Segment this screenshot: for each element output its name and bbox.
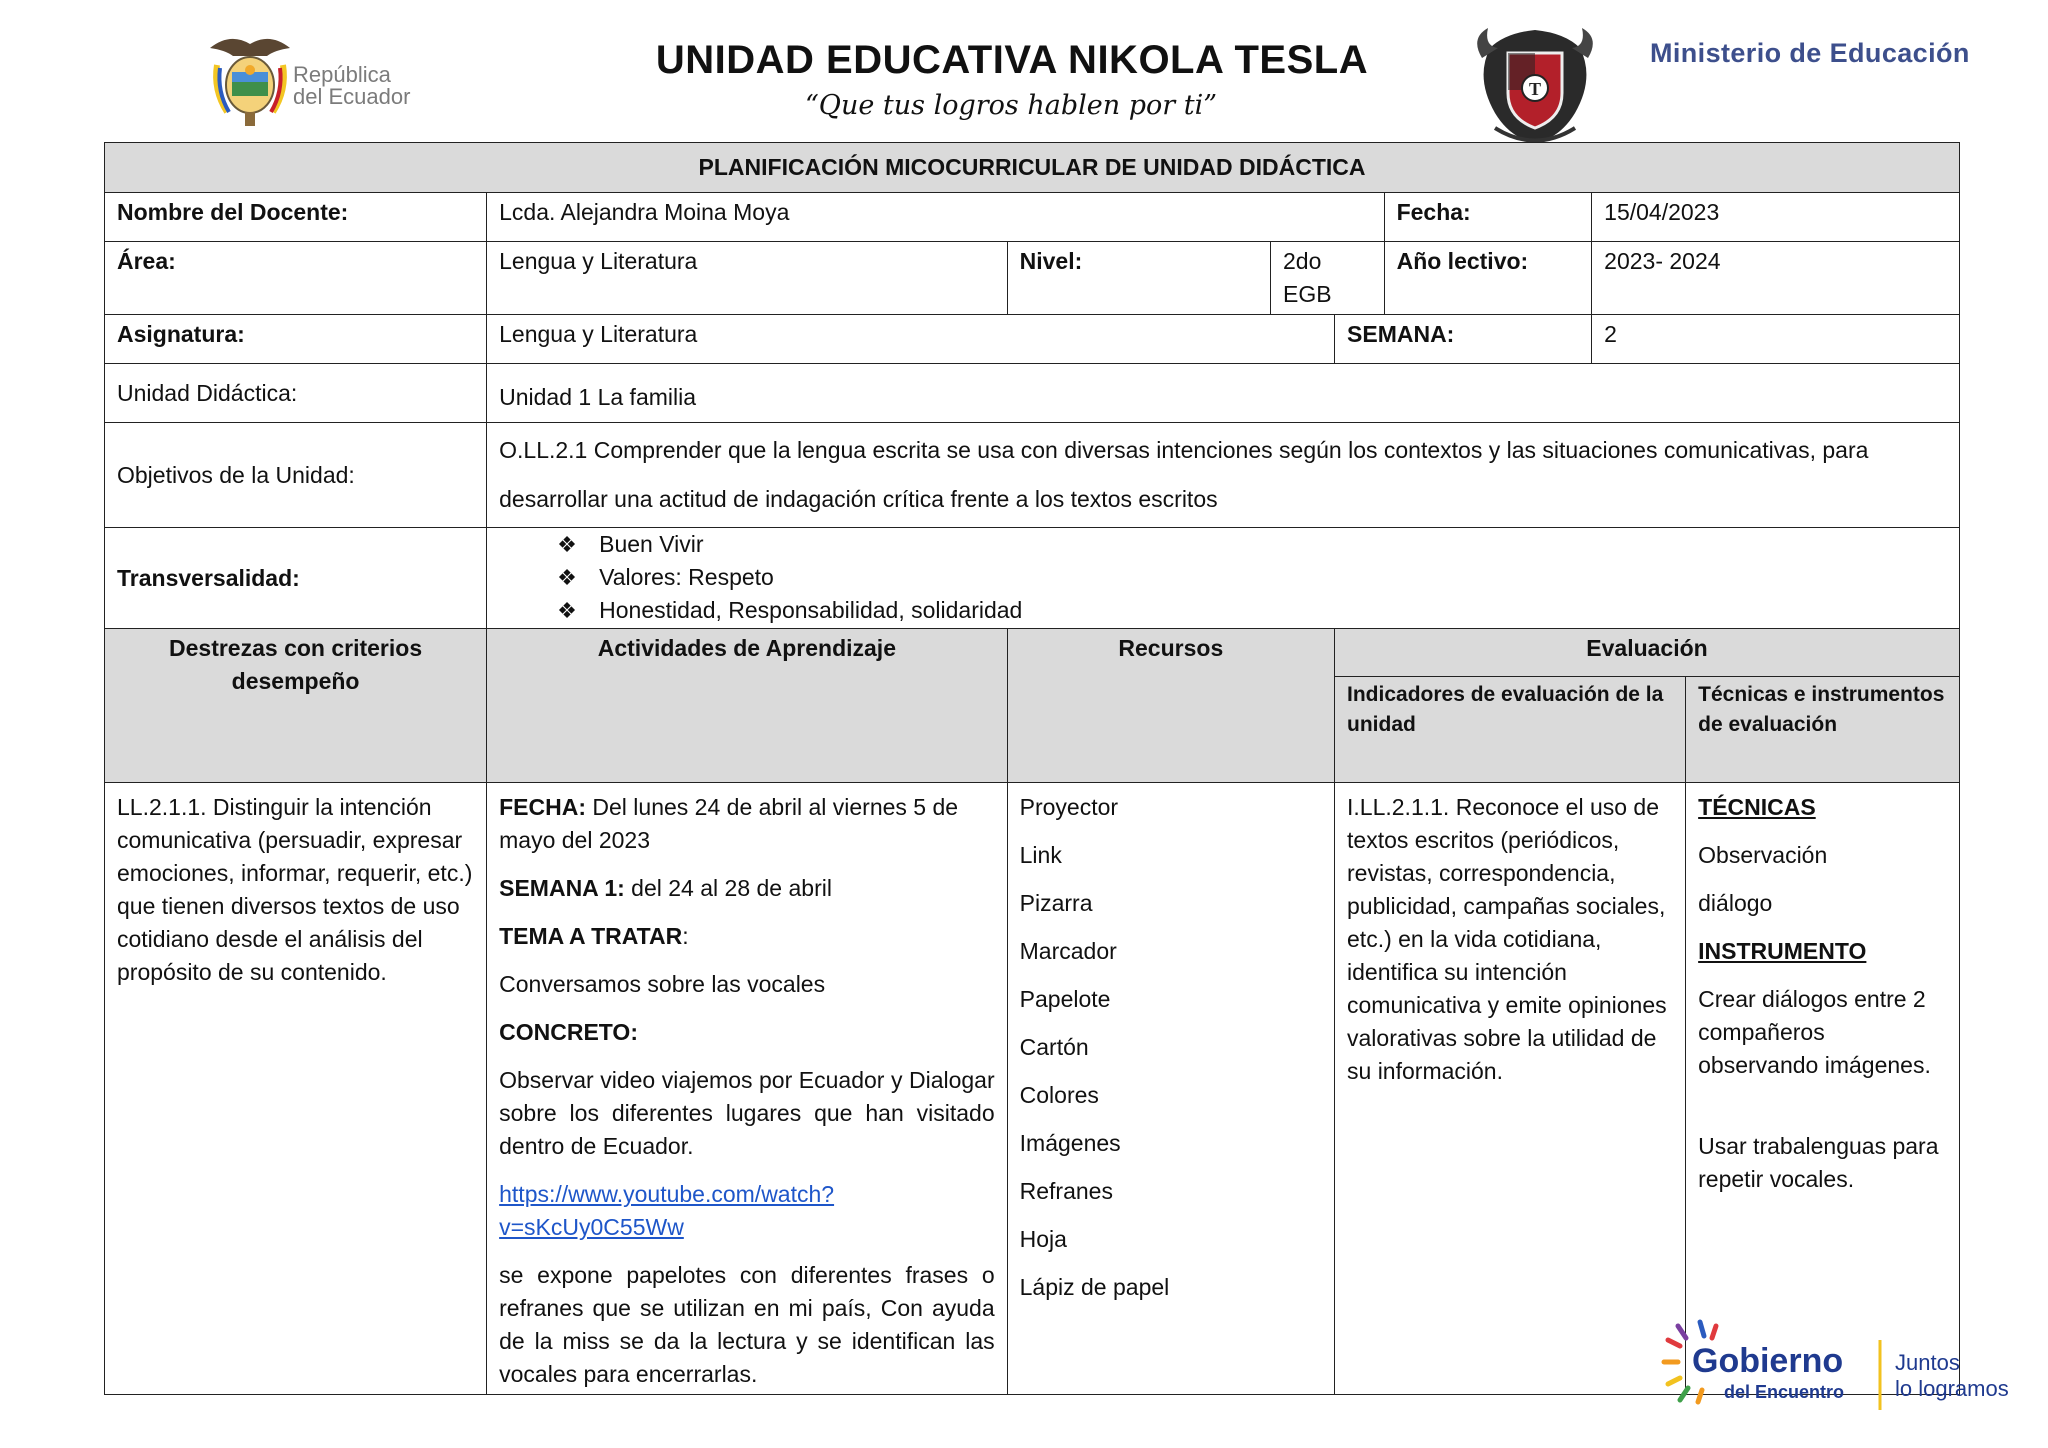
- ministry-name: Ministerio de Educación: [1650, 38, 1970, 68]
- list-item: Refranes: [1019, 1178, 1113, 1204]
- recursos-cell: [1007, 783, 1334, 1395]
- svg-text:lo logramos: lo logramos: [1895, 1376, 2009, 1401]
- col-recursos: Recursos: [1007, 629, 1334, 783]
- youtube-link[interactable]: https://www.youtube.com/watch?v=sKcUy0C55Ww: [499, 1181, 835, 1240]
- col-destrezas: Destrezas con criterios desempeño: [105, 629, 487, 783]
- docente-label: Nombre del Docente:: [105, 193, 487, 242]
- col-evaluacion: Evaluación: [1335, 629, 1960, 677]
- asignatura-label: Asignatura:: [105, 315, 487, 364]
- list-item: Pizarra: [1019, 890, 1093, 916]
- nivel-value: 2do EGB: [1270, 242, 1384, 315]
- school-crest-icon: [1470, 18, 1600, 148]
- list-item: Lápiz de papel: [1019, 1274, 1170, 1300]
- planning-table: [104, 142, 1960, 1395]
- col-tecnicas: Técnicas e instrumentos de evaluación: [1686, 677, 1960, 783]
- destreza-cell: LL.2.1.1. Distinguir la intención comunicativa (persuadir, expresar emociones, informar, requerir, etc.) que tienen diversos textos de uso cotidiano desde el análisis del propósito de su contenido.: [105, 783, 487, 1395]
- anio-value: 2023- 2024: [1592, 242, 1960, 315]
- semana-value: 2: [1592, 315, 1960, 364]
- list-item: Marcador: [1019, 938, 1117, 964]
- anio-label: Año lectivo:: [1384, 242, 1592, 315]
- actividades-cell: FECHA: Del lunes 24 de abril al viernes 5 de mayo del 2023 SEMANA 1: del 24 al 28 de abril TEMA A TRATAR: Conversamos sobre las vocales CONCRETO: Observar video viajemos por Ecuador y Dialogar sobre los diferentes lugares que han visitado dentro de Ecuador. https://www.youtube.com/watch?v=sKcUy0C55Ww se expone papelotes con diferentes frases o refranes que se utilizan en mi país, Con ayuda de la miss se da la lectura y se identifican las vocales para encerrarlas.: [487, 783, 1008, 1395]
- asignatura-value: Lengua y Literatura: [487, 315, 1335, 364]
- transversalidad-label: Transversalidad:: [105, 528, 487, 629]
- list-item: Cartón: [1019, 1034, 1089, 1060]
- list-item: ❖ Buen Vivir: [557, 528, 1947, 561]
- area-value: Lengua y Literatura: [487, 242, 1008, 315]
- svg-text:Juntos: Juntos: [1895, 1350, 1960, 1375]
- fecha-label: Fecha:: [1384, 193, 1592, 242]
- school-name: UNIDAD EDUCATIVA NIKOLA TESLA: [655, 38, 1369, 82]
- gobierno-del-encuentro-logo: [1660, 1310, 2048, 1420]
- semana-label: SEMANA:: [1335, 315, 1592, 364]
- list-item: Link: [1019, 842, 1062, 868]
- svg-text:Gobierno: Gobierno: [1692, 1342, 1844, 1380]
- unidad-value: Unidad 1 La familia: [487, 364, 1960, 423]
- republica-label: República del Ecuador: [293, 62, 411, 109]
- list-item: ❖ Valores: Respeto: [557, 561, 1947, 594]
- objetivos-value: O.LL.2.1 Comprender que la lengua escrita se usa con diversas intenciones según los contextos y las situaciones comunicativas, para desarrollar una actitud de indagación crítica frente a los textos escritos: [487, 423, 1960, 528]
- indicador-cell: I.LL.2.1.1. Reconoce el uso de textos escritos (periódicos, revistas, correspondencia, publicidad, campañas sociales, etc.) en la vida cotidiana, identifica su intención comunicativa y emite opiniones valorativas sobre la utilidad de su información.: [1335, 783, 1686, 1395]
- list-item: Imágenes: [1019, 1130, 1121, 1156]
- transversalidad-list: [487, 528, 1960, 629]
- svg-text:T: T: [1528, 79, 1542, 99]
- svg-text:del Encuentro: del Encuentro: [1724, 1382, 1845, 1402]
- area-label: Área:: [105, 242, 487, 315]
- docente-value: Lcda. Alejandra Moina Moya: [487, 193, 1384, 242]
- list-item: Proyector: [1019, 794, 1119, 820]
- diamond-bullet-icon: ❖: [557, 565, 577, 590]
- objetivos-label: Objetivos de la Unidad:: [105, 423, 487, 528]
- list-item: Hoja: [1019, 1226, 1067, 1252]
- list-item: Papelote: [1019, 986, 1111, 1012]
- nivel-label: Nivel:: [1007, 242, 1270, 315]
- diamond-bullet-icon: ❖: [557, 598, 577, 623]
- fecha-value: 15/04/2023: [1592, 193, 1960, 242]
- list-item: Colores: [1019, 1082, 1099, 1108]
- col-actividades: Actividades de Aprendizaje: [487, 629, 1008, 783]
- school-motto: “Que tus logros hablen por ti”: [805, 90, 1218, 121]
- col-indicadores: Indicadores de evaluación de la unidad: [1335, 677, 1686, 783]
- list-item: ❖ Honestidad, Responsabilidad, solidaridad: [557, 594, 1947, 627]
- plan-title: PLANIFICACIÓN MICOCURRICULAR DE UNIDAD DIDÁCTICA: [105, 143, 1960, 193]
- diamond-bullet-icon: ❖: [557, 532, 577, 557]
- unidad-label: Unidad Didáctica:: [105, 364, 487, 423]
- tecnicas-cell: TÉCNICAS Observación diálogo INSTRUMENTO Crear diálogos entre 2 compañeros observando imágenes. Usar trabalenguas para repetir vocales.: [1686, 783, 1960, 1395]
